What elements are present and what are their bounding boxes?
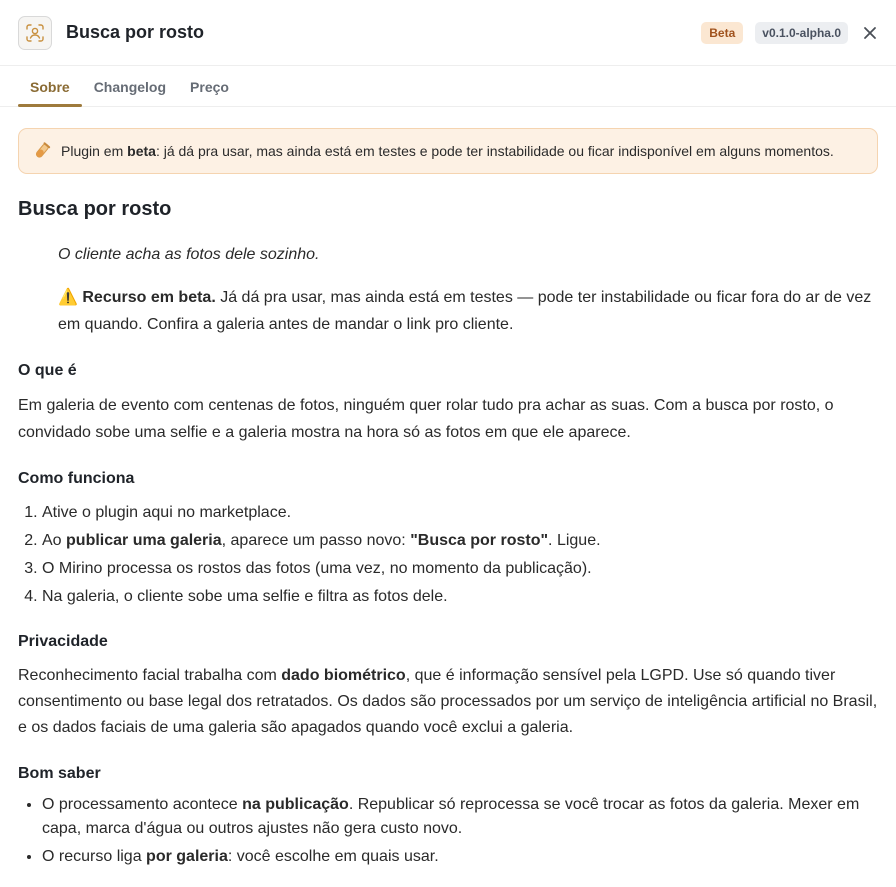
modal-header (0, 0, 896, 66)
beta-notice (18, 128, 878, 174)
modal-title: Busca por rosto (66, 22, 205, 42)
section-heading-good: Bom saber (18, 765, 101, 782)
good-list (18, 793, 878, 869)
list-item: 1. Ative o plugin aqui no marketplace. (42, 499, 878, 527)
tab-content (0, 107, 896, 869)
section-heading-privacy: Privacidade (18, 633, 108, 650)
lead-text: O cliente acha as fotos dele sozinho. (58, 246, 320, 263)
tab-changelog[interactable]: Changelog (93, 79, 167, 95)
section-heading-what: O que é (18, 362, 77, 379)
list-item: • O recurso liga por galeria: você escolhe em quais usar. (42, 845, 878, 869)
tab-preco[interactable]: Preço (190, 79, 229, 95)
tab-sobre[interactable]: Sobre (18, 66, 82, 106)
blockquote (58, 241, 878, 338)
list-item: 2. Ao publicar uma galeria, aparece um passo novo: "Busca por rosto". Ligue. (42, 527, 878, 555)
beta-notice-text: Plugin em beta: já dá pra usar, mas ainda está em testes e pode ter instabilidade ou ficar indisponível em alguns momentos. (61, 143, 834, 159)
what-text: Em galeria de evento com centenas de fotos, ninguém quer rolar tudo pra achar as suas. Com a busca por rosto, o convidado sobe uma selfie e a galeria mostra na hora só as fotos em que ele aparece. (18, 397, 834, 441)
tab-bar (0, 66, 896, 107)
beta-badge: Beta (701, 22, 743, 44)
face-scan-icon (18, 16, 52, 50)
steps-list (18, 499, 878, 611)
section-heading-how: Como funciona (18, 470, 135, 487)
list-item: 3. O Mirino processa os rostos das fotos (uma vez, no momento da publicação). (42, 555, 878, 583)
list-item: 4. Na galeria, o cliente sobe uma selfie e filtra as fotos dele. (42, 583, 878, 611)
list-item: • O processamento acontece na publicação. Republicar só reprocessa se você trocar as fotos da galeria. Mexer em capa, marca d'água ou outros ajustes não gera custo novo. (42, 793, 878, 841)
close-button[interactable] (862, 25, 878, 41)
beta-warning: ⚠️ Recurso em beta. Já dá pra usar, mas ainda está em testes — pode ter instabilidade ou ficar fora do ar de vez em quando. Confira a galeria antes de mandar o link pro cliente. (58, 289, 872, 333)
test-tube-icon (33, 142, 51, 160)
close-icon (863, 26, 877, 40)
version-badge: v0.1.0-alpha.0 (755, 22, 848, 44)
privacy-text: Reconhecimento facial trabalha com dado biométrico, que é informação sensível pela LGPD. Use só quando tiver consentimento ou base legal dos retratados. Os dados são processados por um serviço de inteligência artificial no Brasil, e os dados faciais de uma galeria são apagados quando você exclui a galeria. (18, 667, 878, 736)
doc-title: Busca por rosto (18, 198, 172, 220)
warning-icon: ⚠️ (58, 289, 78, 306)
